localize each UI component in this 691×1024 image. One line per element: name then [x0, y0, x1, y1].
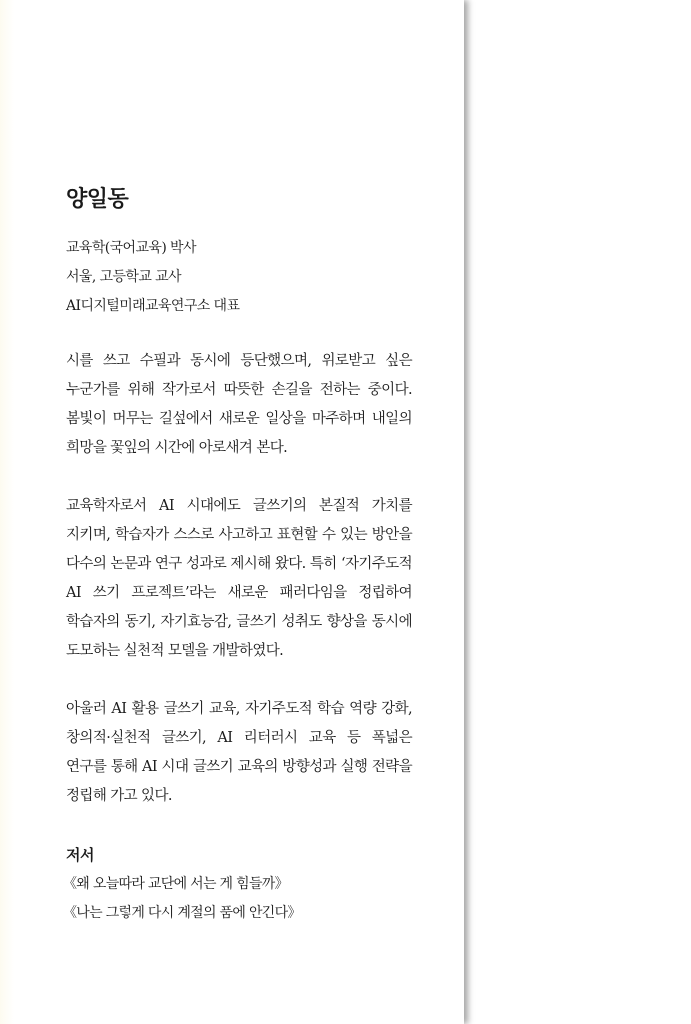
- bio-paragraph-research: 교육학자로서 AI 시대에도 글쓰기의 본질적 가치를 지키며, 학습자가 스스로 사고하고 표현할 수 있는 방안을 다수의 논문과 연구 성과로 제시해 왔다. 특히 ‘자기주도적 AI 쓰기 프로젝트’라는 새로운 패러다임을 정립하여 학습자의 동기, 자기효능감, 글쓰기 성취도 향상을 동시에 도모하는 실천적 모델을 개발하였다.: [66, 498, 412, 659]
- bio-paragraph-scope: 아울러 AI 활용 글쓰기 교육, 자기주도적 학습 역량 강화, 창의적·실천적 글쓰기, AI 리터러시 교육 등 폭넓은 연구를 통해 AI 시대 글쓰기 교육의 방향성과 실행 전략을 정립해 가고 있다.: [66, 701, 412, 804]
- author-name: 양일동: [66, 187, 129, 212]
- author-bio: [63, 180, 412, 928]
- work-title: 《나는 그렇게 다시 계절의 품에 안긴다》: [63, 905, 301, 921]
- credential-item: 교육학(국어교육) 박사: [66, 240, 196, 256]
- work-title: 《왜 오늘따라 교단에 서는 게 힘들까》: [63, 876, 288, 892]
- credential-item: 서울, 고등학교 교사: [66, 269, 181, 285]
- credential-item: AI디지털미래교육연구소 대표: [66, 298, 240, 314]
- works-heading: 저서: [66, 846, 94, 864]
- credentials-list: [66, 234, 412, 321]
- works-list: [63, 870, 412, 928]
- bio-paragraph-writer: 시를 쓰고 수필과 동시에 등단했으며, 위로받고 싶은 누군가를 위해 작가로서 따뜻한 손길을 전하는 중이다. 봄빛이 머무는 길섶에서 새로운 일상을 마주하며 내일의 희망을 꽃잎의 시간에 아로새겨 본다.: [66, 353, 412, 456]
